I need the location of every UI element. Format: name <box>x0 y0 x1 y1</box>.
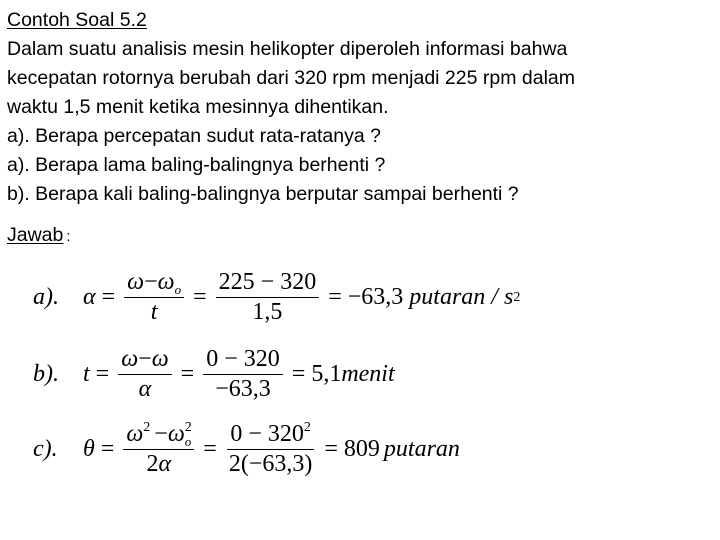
numerator-values: 0 − 320 <box>230 421 304 447</box>
alpha-symbol: α <box>158 451 172 477</box>
equation-c-label: c). <box>33 436 58 462</box>
theta-symbol: θ <box>83 436 95 462</box>
denominator-alpha: α <box>138 376 152 402</box>
omega-symbol: ω <box>127 269 145 295</box>
subscript-o: o <box>174 282 182 297</box>
minus-sign: − <box>154 421 168 447</box>
denominator-two: 2 <box>146 451 159 477</box>
exponent-2: 2 <box>184 420 192 435</box>
equation-c <box>33 420 460 479</box>
alpha-symbol: α <box>83 284 96 310</box>
problem-title: Contoh Soal 5.2 <box>7 9 147 31</box>
numerator-values: 225 − 320 <box>216 268 320 298</box>
equals-sign: = <box>324 436 338 462</box>
fraction-values <box>226 420 316 479</box>
denominator-value: 2(−63,3) <box>228 451 313 477</box>
fraction-values <box>216 268 320 327</box>
equation-b <box>33 345 395 404</box>
omega-symbol: ω <box>151 346 169 372</box>
minus-sign: − <box>138 346 152 372</box>
unit-a: putaran / s <box>409 284 514 310</box>
fraction-omega-over-alpha <box>118 345 171 404</box>
equation-a-label: a). <box>33 284 59 310</box>
equals-sign: = <box>100 436 115 462</box>
problem-line: Dalam suatu analisis mesin helikopter diperoleh informasi bahwa <box>7 38 568 60</box>
equals-sign: = <box>203 436 217 462</box>
result-c: 809 <box>343 436 380 462</box>
problem-line: waktu 1,5 menit ketika mesinnya dihentikan. <box>7 96 389 118</box>
fraction-omega-squared <box>123 420 194 479</box>
unit-b: menit <box>341 361 395 387</box>
question-b: b). Berapa kali baling-balingnya berputar sampai berhenti ? <box>7 183 519 205</box>
equals-sign: = <box>291 361 306 387</box>
unit-c: putaran <box>383 436 460 462</box>
omega-symbol: ω <box>167 421 185 447</box>
t-symbol: t <box>83 361 90 387</box>
fraction-values <box>203 345 283 404</box>
question-a-2: a). Berapa lama baling-balingnya berhenti ? <box>7 154 386 176</box>
fraction-omega-over-t <box>124 268 184 327</box>
result-b: 5,1 <box>311 361 342 387</box>
subscript-o: o <box>184 434 192 449</box>
equation-b-label: b). <box>33 361 59 387</box>
denominator-t: t <box>150 299 158 325</box>
problem-line: kecepatan rotornya berubah dari 320 rpm menjadi 225 rpm dalam <box>7 67 575 89</box>
denominator-value: 1,5 <box>252 299 283 325</box>
problem-text <box>7 6 713 209</box>
exponent-2: 2 <box>143 420 151 435</box>
equals-sign: = <box>95 361 110 387</box>
answer-heading-colon: : <box>66 228 71 245</box>
equation-a: a). α = $\frac{\omega-\omega_o}{t}$ = $\frac{225 - 320}{1,5}$ = −63,3 putaran / s 2 <box>33 269 521 325</box>
omega-symbol: ω <box>126 421 144 447</box>
omega-symbol: ω <box>121 346 139 372</box>
equals-sign: = <box>101 284 116 310</box>
denominator-value: −63,3 <box>215 376 271 402</box>
answer-heading-label: Jawab <box>7 224 64 246</box>
equals-sign: = <box>193 284 207 310</box>
minus-sign: − <box>144 269 158 295</box>
result-a: −63,3 <box>347 284 404 310</box>
omega-symbol: ω <box>157 269 175 295</box>
exponent-2: 2 <box>303 420 311 435</box>
question-a: a). Berapa percepatan sudut rata-ratanya ? <box>7 125 381 147</box>
denominator-2alpha <box>144 450 175 479</box>
answer-heading <box>7 224 71 247</box>
equals-sign: = <box>180 361 195 387</box>
numerator-values: 0 − 320 <box>203 345 283 375</box>
equals-sign: = <box>328 284 342 310</box>
